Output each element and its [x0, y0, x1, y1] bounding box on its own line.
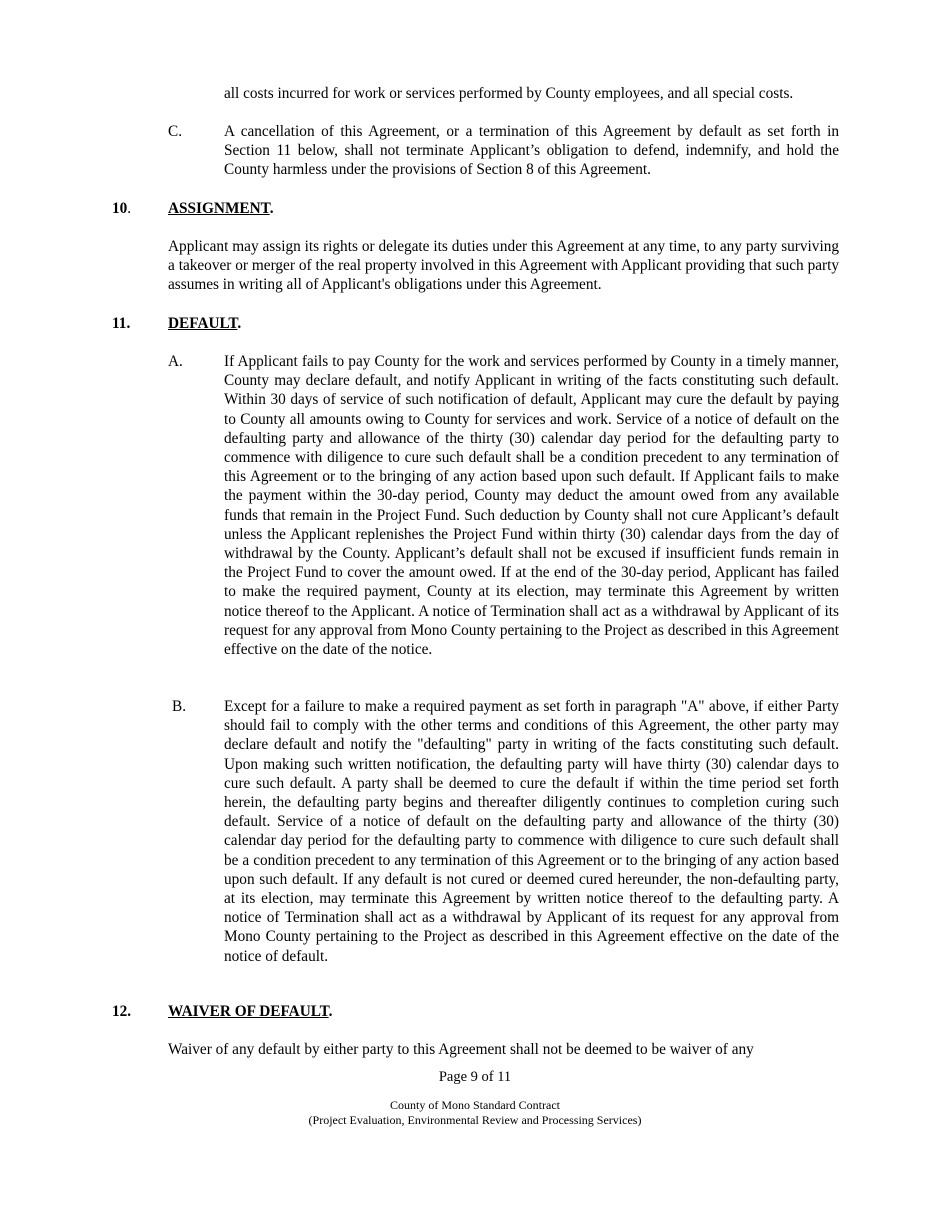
section-11-number: 11. [112, 315, 131, 332]
item-b-label: B. [172, 698, 187, 715]
item-c-text: A cancellation of this Agreement, or a termination of this Agreement by default as set forth in Section 11 below, shall not terminate Applicant’s obligation to defend, indemnify, and hold the County harmless under the provisions of Section 8 of this Agreement. [224, 123, 839, 179]
section-10-title: ASSIGNMENT. [168, 200, 274, 217]
section-10-number: 10. [112, 200, 132, 217]
item-a-text: If Applicant fails to pay County for the work and services performed by County in a timely manner, County may declare default, and notify Applicant in writing of the facts constituting such default. Within 30 days of service of such notification of default, Applicant may cure the default by paying to County all amounts owing to County for services and work. Service of a notice of default on the defaulting party and allowance of the thirty (30) calendar day period for the defaulting party to commence with diligence to cure such default shall be a condition precedent to any termination of this Agreement or to the bringing of any action based upon such default. If Applicant fails to make the payment within the 30-day period, County may deduct the amount owed from any available funds that remain in the Project Fund. Such deduction by County shall not cure Applicant’s default unless the Applicant replenishes the Project Fund within thirty (30) calendar days from the day of withdrawal by the County. Applicant’s default shall not be excused if insufficient funds remain in the Project Fund to cover the amount owed. If at the end of the 30-day period, Applicant has failed to make the required payment, County at its election, may terminate this Agreement by written notice thereof to the Applicant. A notice of Termination shall act as a withdrawal by Applicant of its request for any approval from Mono County pertaining to the Project as described in this Agreement effective on the date of the notice. [224, 353, 839, 659]
item-b-text: Except for a failure to make a required payment as set forth in paragraph "A" above, if either Party should fail to comply with the other terms and conditions of this Agreement, the other party may declare default and notify the "defaulting" party in writing of the facts constituting such default. Upon making such written notification, the defaulting party will have thirty (30) calendar days to cure such default. A party shall be deemed to cure the default if within the time period set forth herein, the defaulting party begins and thereafter diligently continues to completion curing such default. Service of a notice of default on the defaulting party and allowance of the thirty (30) calendar day period for the defaulting party to commence with diligence to cure such default shall be a condition precedent to any termination of this Agreement or to the bringing of any action based upon such default. If any default is not cured or deemed cured hereunder, the non-defaulting party, at its election, may terminate this Agreement by written notice thereof to the defaulting party. A notice of Termination shall act as a withdrawal by Applicant of its request for any approval from Mono County pertaining to the Project as described in this Agreement effective on the date of the notice of default. [224, 698, 839, 965]
item-a-label: A. [168, 353, 183, 370]
section-10-body: Applicant may assign its rights or delegate its duties under this Agreement at any time, to any party surviving a takeover or merger of the real property involved in this Agreement with Applicant providing that such party assumes in writing all of Applicant's obligations under this Agreement. [168, 238, 839, 294]
section-12-body: Waiver of any default by either party to this Agreement shall not be deemed to be waiver of any [168, 1041, 754, 1058]
item-c-label: C. [168, 123, 183, 140]
continuation-text: all costs incurred for work or services performed by County employees, and all special costs. [224, 85, 794, 102]
page-number: Page 9 of 11 [438, 1069, 512, 1085]
section-12-title: WAIVER OF DEFAULT. [168, 1003, 333, 1020]
section-12-number: 12. [112, 1003, 132, 1020]
footer-contract-subtitle: (Project Evaluation, Environmental Review and Processing Services) [308, 1113, 642, 1127]
footer-contract-title: County of Mono Standard Contract [390, 1098, 560, 1112]
section-11-title: DEFAULT. [168, 315, 242, 332]
